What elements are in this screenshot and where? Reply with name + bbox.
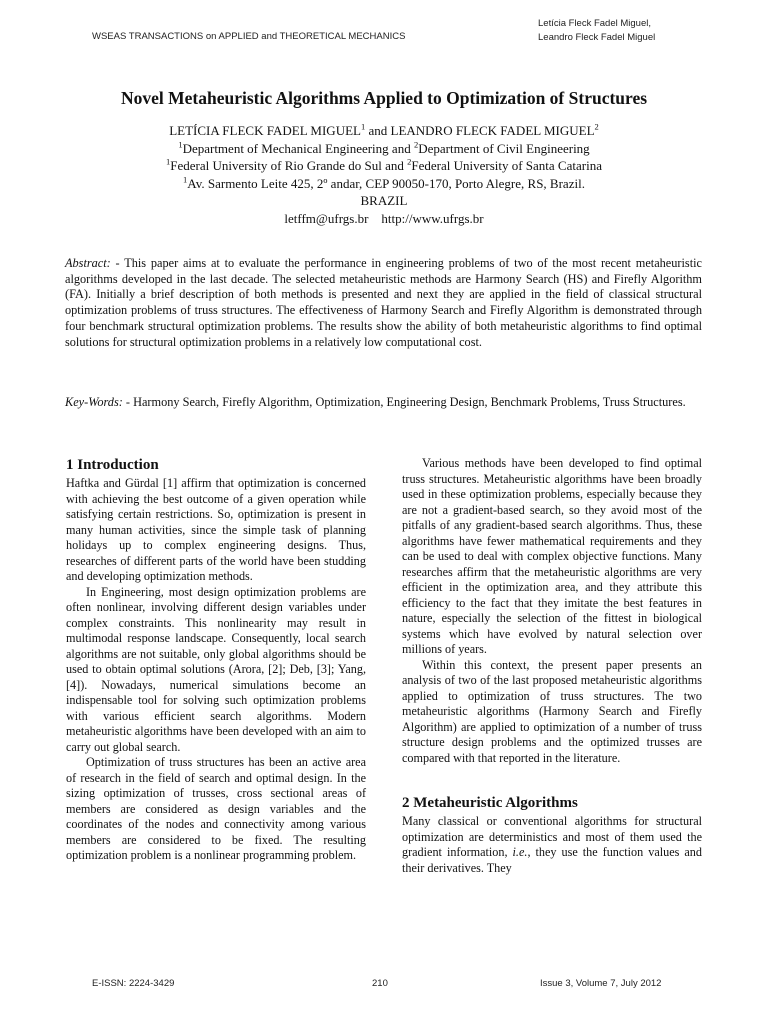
address: Av. Sarmento Leite 425, 2º andar, CEP 90050-170, Porto Alegre, RS, Brazil. <box>187 175 585 191</box>
department-1: Department of Mechanical Engineering and <box>182 140 414 156</box>
paragraph-text: Many classical or conventional algorithms for structural optimization are deterministics and most of them used the gradient information, <box>402 814 702 859</box>
affiliation-mark: 1 <box>178 139 183 150</box>
keywords-label: Key-Words: <box>65 395 123 409</box>
running-header-author-2: Leandro Fleck Fadel Miguel <box>538 32 656 43</box>
affiliation-mark: 1 <box>183 174 188 185</box>
abstract-text: - This paper aims at to evaluate the performance in engineering problems of two of the most recent metaheuristic algorithms developed in the last decade. The selected metaheuristic methods are Harmony Search (HS) and Firefly Algorithm (FA). Initially a brief description of both methods is presented and next they are applied in the field of classical structural optimization problems of truss structures. The effectiveness of Harmony Search and Firefly Algorithm is demonstrated through four benchmark structural optimization problems. The results show the ability of both metaheuristic algorithms to find optimal solutions for structural optimization problems in a relatively low computational cost. <box>65 256 702 349</box>
author-conjunction: and <box>365 123 391 138</box>
paragraph: In Engineering, most design optimization problems are often nonlinear, involving different design variables under complex constraints. This nonlinearity may result in multimodal response landscape. Consequently, local search algorithms are not suitable, only global algorithms should be used to obtain optimal solutions (Arora, [2]; Deb, [3]; Yang, [4]). Nowadays, numerical simulations become an indispensable tool for solving such optimization problems with various efficient search algorithms. Modern metaheuristic algorithms have been developed with an aim to carry out global search. <box>66 584 366 754</box>
footer-issue: Issue 3, Volume 7, July 2012 <box>540 978 662 989</box>
paragraph: Haftka and Gürdal [1] affirm that optimization is concerned with achieving the best outcome of a given operation while satisfying certain restrictions. So, optimization is present in many human activities, since the simple task of planning holidays up to complex engineering designs. Thus, researches of different parts of the world have been studding and developing optimization methods. <box>66 476 366 583</box>
university-line <box>0 157 768 175</box>
department-line <box>0 140 768 158</box>
abstract-label: Abstract: <box>65 256 111 270</box>
author-name-2: LEANDRO FLECK FADEL MIGUEL <box>390 123 595 138</box>
running-header-authors <box>538 17 655 45</box>
paper-title: Novel Metaheuristic Algorithms Applied to Optimization of Structures <box>120 88 648 108</box>
university-1: Federal University of Rio Grande do Sul and <box>170 158 408 173</box>
affiliation-mark: 2 <box>413 139 419 150</box>
country: BRAZIL <box>360 193 408 208</box>
footer-page-number: 210 <box>372 978 388 989</box>
affiliation-mark: 2 <box>594 121 599 132</box>
author-block <box>0 122 768 227</box>
right-column <box>402 456 702 876</box>
keywords-text: - Harmony Search, Firefly Algorithm, Optimization, Engineering Design, Benchmark Problems, Truss Structures. <box>122 395 686 409</box>
keywords <box>65 395 702 411</box>
affiliation-mark: 1 <box>360 121 366 132</box>
department-2: Department of Civil Engineering <box>418 140 590 156</box>
author-name-1: LETÍCIA FLECK FADEL MIGUEL <box>169 123 361 138</box>
author-names <box>0 122 768 140</box>
left-column <box>66 456 366 864</box>
affiliation-mark: 1 <box>166 156 171 167</box>
address-line <box>0 175 768 193</box>
running-header-journal: WSEAS TRANSACTIONS on APPLIED and THEORETICAL MECHANICS <box>92 31 406 42</box>
footer-issn: E-ISSN: 2224-3429 <box>92 978 175 989</box>
section-heading-introduction: 1 Introduction <box>66 457 159 473</box>
university-2: Federal University of Santa Catarina <box>411 158 602 173</box>
paragraph <box>402 814 702 876</box>
affiliation-mark: 2 <box>407 156 412 167</box>
contact-line: letffm@ufrgs.br http://www.ufrgs.br <box>284 210 484 226</box>
abstract <box>65 256 702 350</box>
paragraph: Various methods have been developed to find optimal truss structures. Metaheuristic algorithms have been broadly used in these optimization problems, especially because they are not a gradient-based search, so they avoid most of the pitfalls of any gradient-based search algorithms. Thus, these algorithms have fewer mathematical requirements and they can be used to deal with complex objective functions. Many researches affirm that the metaheuristic algorithms are very efficient in the optimization area, and they attribute this efficiency to the fact that they imitate the best features in nature, especially the selection of the fittest in biological systems which have evolved by natural selection over millions of years. <box>402 456 702 656</box>
section-heading-metaheuristic: 2 Metaheuristic Algorithms <box>402 795 578 811</box>
running-header-author-1: Letícia Fleck Fadel Miguel, <box>538 18 651 29</box>
paragraph: Within this context, the present paper presents an analysis of two of the last proposed metaheuristic algorithms applied to optimization of truss structures. The two metaheuristic algorithms (Harmony Search and Firefly Algorithm) are applied to optimization of a number of truss structure design problems and the optimized trusses are compared with that reported in the literature. <box>402 657 702 765</box>
paragraph: Optimization of truss structures has been an active area of research in the field of search and optimal design. In the sizing optimization of trusses, cross sectional areas of members are considered as design variables and the coordinates of the nodes and connectivity among various members are considered to be fixed. The resulting optimization problem is a nonlinear programming problem. <box>66 755 366 862</box>
emphasis: i.e. <box>512 845 528 859</box>
paragraph-text: , they use the function values and their derivatives. They <box>402 845 702 875</box>
